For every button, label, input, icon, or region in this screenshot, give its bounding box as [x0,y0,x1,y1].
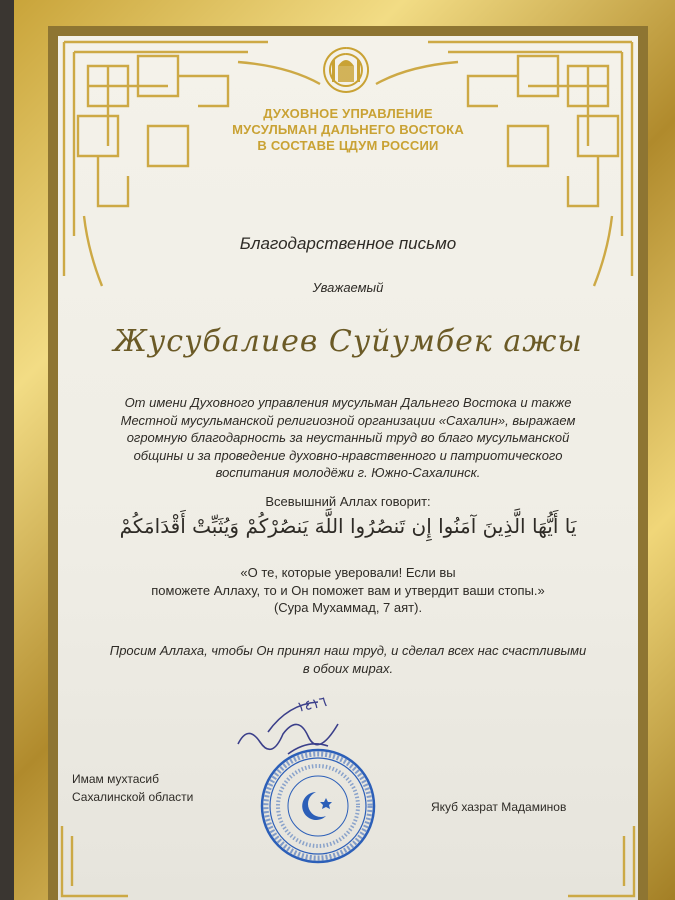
letter-title: Благодарственное письмо [239,234,457,253]
imam-title-line: Сахалинской области [72,790,194,804]
imam-title [72,770,193,806]
recipient-name: Жусубалиев Суйумбек ажы [113,324,583,359]
prayer-line: в обоих мирах. [302,660,394,676]
imam-title-line: Имам мухтасиб [72,772,159,786]
org-line: МУСУЛЬМАН ДАЛЬНЕГО ВОСТОКА [232,122,464,137]
quote-line: (Сура Мухаммад, 7 аят). [273,600,423,615]
quote-line: «О те, которые уверовали! Если вы [240,565,456,580]
organization-name [148,106,548,154]
organization-stamp [258,746,378,866]
quote-line: поможете Аллаху, то и Он поможет вам и утвердит ваши стопы.» [151,582,545,598]
prayer-line: Просим Аллаха, чтобы Он принял наш труд, и сделал всех нас счастливыми [109,643,587,658]
arabic-verse: يَا أَيُّهَا الَّذِينَ آمَنُوا إِن تَنصُرُوا اللَّهَ يَنصُرْكُمْ وَيُثَبِّتْ أَقْدَامَكُمْ [119,514,577,538]
verse-translation [58,564,638,617]
body-line: огромную благодарность за неустанный труд во благо мусульманской [126,430,570,445]
allah-says-line: Всевышний Аллах говорит: [265,494,431,509]
certificate-paper [58,36,638,900]
body-line: воспитания молодёжи г. Южно-Сахалинск. [215,465,481,480]
org-line: В СОСТАВЕ ЦДУМ РОССИИ [257,138,439,153]
svg-text:١٤١٦: ١٤١٦ [295,694,329,716]
closing-prayer [78,642,618,677]
letter-body [78,394,618,482]
signatory-name: Якуб хазрат Мадаминов [431,800,567,814]
body-line: Местной мусульманской религиозной организации «Сахалин», выражаем [120,412,576,428]
mosque-crescent-emblem [316,44,376,94]
body-line: От имени Духовного управления мусульман Дальнего Востока и также [124,395,572,410]
org-line: ДУХОВНОЕ УПРАВЛЕНИЕ [263,106,433,121]
salutation: Уважаемый [312,280,384,295]
body-line: общины и за проведение духовно-нравственного и патриотического [133,447,563,463]
